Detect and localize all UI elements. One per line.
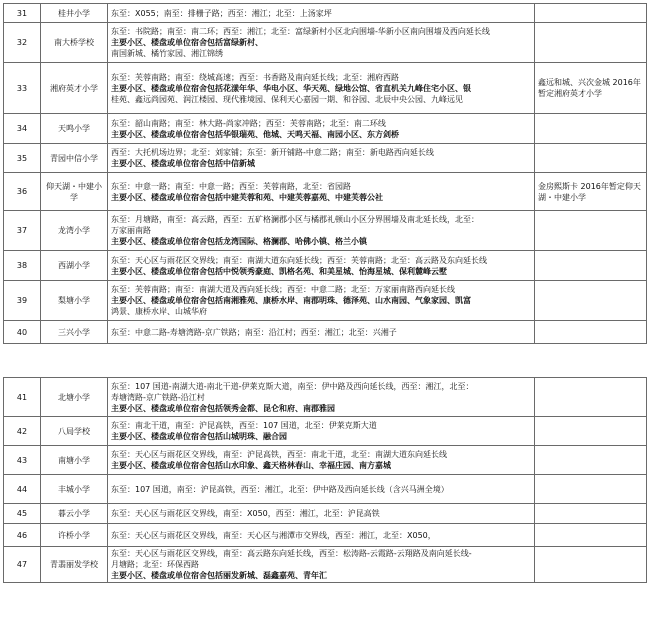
remark: 金房熙斯卡 2016年暂定仰天湖・中建小学 — [535, 173, 647, 211]
boundary-text: 鸿景、康桥水岸、山城华府 — [111, 307, 207, 316]
boundary-text: 南国新城、橘竹家园、湘江锦绣 — [111, 49, 223, 58]
district-boundary — [108, 446, 535, 475]
remark — [535, 378, 647, 417]
school-name: 丰城小学 — [41, 475, 108, 504]
row-number: 40 — [4, 321, 41, 344]
boundary-text: 西至：大托机场边界；北至：刘家铺；东至：新开铺路-中意二路；南至：新电路西向延长线 — [111, 148, 434, 157]
district-boundary — [108, 23, 535, 63]
district-boundary — [108, 475, 535, 504]
row-number: 39 — [4, 281, 41, 321]
school-name: 北塘小学 — [41, 378, 108, 417]
school-name: 青翡丽发学校 — [41, 547, 108, 583]
district-boundary — [108, 378, 535, 417]
table-gap — [0, 369, 650, 377]
row-number: 42 — [4, 417, 41, 446]
district-boundary — [108, 4, 535, 23]
row-number: 43 — [4, 446, 41, 475]
boundary-text: 东至：芙蓉南路；南至：南湖大道及西向延长线；西至：中意二路；北至：万家丽南路西向延长线 — [111, 285, 455, 294]
included-communities-text: 主要小区、楼盘或单位宿舍包括领秀金都、昆仑和府、南郡雅园 — [111, 403, 335, 413]
school-name: 暮云小学 — [41, 504, 108, 524]
row-number: 32 — [4, 23, 41, 63]
district-boundary — [108, 524, 535, 547]
school-name: 梨塘小学 — [41, 281, 108, 321]
table-row — [4, 251, 647, 281]
row-number: 35 — [4, 144, 41, 173]
boundary-text: 东至：书院路；南至：南二环；西至：湘江；北至：富绿新村小区北向围墙-华新小区南向围墙及西向延长线 — [111, 27, 490, 36]
boundary-text: 东至：中意一路；南至：中意一路；西至：芙蓉南路，北至：省园路 — [111, 181, 351, 191]
school-name: 三兴小学 — [41, 321, 108, 344]
row-number: 31 — [4, 4, 41, 23]
district-boundary — [108, 504, 535, 524]
included-communities-text: 主要小区、楼盘或单位宿舍包括华银瑞苑、他城、天鸣天福、南园小区、东方剑桥 — [111, 129, 399, 139]
row-number: 44 — [4, 475, 41, 504]
remark — [535, 475, 647, 504]
school-name: 八局学校 — [41, 417, 108, 446]
district-boundary — [108, 173, 535, 211]
row-number: 37 — [4, 211, 41, 251]
row-number: 41 — [4, 378, 41, 417]
table-row — [4, 524, 647, 547]
included-communities-text: 主要小区、楼盘或单位宿舍包括富绿新村、 — [111, 38, 263, 47]
boundary-text: 桂苑、鑫远尚园苑、润江楼园、现代雅境园、保利天心嘉园一期、和谷园、北辰中央公园、九峰远见 — [111, 94, 463, 104]
included-communities-text: 主要小区、楼盘或单位宿舍包括中悦领秀豪庭、凯格名苑、和美星城、怡海星城、保利麓峰云墅 — [111, 266, 447, 276]
boundary-text: 东至：南北干道，南至：沪昆高铁，西至：107 国道，北至：伊莱克斯大道 — [111, 421, 377, 430]
boundary-text: 东至：天心区与雨花区交界线，南至：沪昆高铁，西至：南北干道，北至：南湖大道东向延长线 — [111, 450, 447, 459]
row-number: 38 — [4, 251, 41, 281]
boundary-text: 月塘路；北至：环保西路 — [111, 560, 199, 569]
table-row — [4, 173, 647, 211]
table-row — [4, 475, 647, 504]
included-communities-text: 主要小区、楼盘或单位宿舍包括山水印象、鑫天格林春山、幸福庄园、南方嘉城 — [111, 461, 391, 470]
included-communities-text: 主要小区、楼盘或单位宿舍包括中建芙蓉和苑、中建芙蓉嘉苑、中建芙蓉公社 — [111, 192, 383, 202]
boundary-text: 东至：月塘路，南至：高云路，西至：五矿格澜郡小区与橘郡礼顿山小区分界围墙及南北延长线，北至： — [111, 215, 479, 224]
table-row — [4, 417, 647, 446]
remark — [535, 211, 647, 251]
district-boundary — [108, 144, 535, 173]
table-row — [4, 321, 647, 344]
remark — [535, 4, 647, 23]
school-name: 许桥小学 — [41, 524, 108, 547]
table-row — [4, 144, 647, 173]
remark — [535, 446, 647, 475]
remark: 鑫远和城、兴次金城 2016年暂定湘府英才小学 — [535, 63, 647, 114]
row-number: 34 — [4, 114, 41, 144]
included-communities-text: 主要小区、楼盘或单位宿舍包括丽发新城、磊鑫嘉苑、青年汇 — [111, 571, 327, 580]
included-communities-text: 主要小区、楼盘或单位宿舍包括花漾年华、华电小区、华天苑、绿地公馆、省直机关九峰住宅小区、银 — [111, 83, 471, 93]
district-boundary — [108, 251, 535, 281]
table-row — [4, 4, 647, 23]
row-number: 47 — [4, 547, 41, 583]
table-row — [4, 281, 647, 321]
district-boundary — [108, 281, 535, 321]
included-communities-text: 主要小区、楼盘或单位宿舍包括南湘雅苑、康桥水岸、南郡明珠、德泽苑、山水南园、气象家园、凯富 — [111, 296, 471, 305]
district-boundary — [108, 417, 535, 446]
remark — [535, 504, 647, 524]
remark — [535, 23, 647, 63]
included-communities-text: 主要小区、楼盘或单位宿舍包括中信新城 — [111, 159, 255, 168]
school-name: 南塘小学 — [41, 446, 108, 475]
boundary-text: 东至：天心区与雨花区交界线，南至：高云路东向延长线，西至：松涛路-云霞路-云翔路及南向延长线- — [111, 549, 472, 558]
remark — [535, 321, 647, 344]
school-district-table-top — [3, 3, 647, 344]
row-number: 45 — [4, 504, 41, 524]
row-number: 36 — [4, 173, 41, 211]
remark — [535, 547, 647, 583]
table-row — [4, 547, 647, 583]
district-boundary — [108, 63, 535, 114]
remark — [535, 144, 647, 173]
table-row — [4, 114, 647, 144]
boundary-text: 东至：韶山南路；南至：林大路-尚家冲路；西至：芙蓉南路；北至：南二环线 — [111, 118, 386, 128]
boundary-text: 寿塘湾路-京广铁路-沿江村 — [111, 392, 205, 402]
row-number: 46 — [4, 524, 41, 547]
remark — [535, 281, 647, 321]
school-name: 湘府英才小学 — [41, 63, 108, 114]
school-name: 西湖小学 — [41, 251, 108, 281]
row-number: 33 — [4, 63, 41, 114]
boundary-text: 东至：天心区与雨花区交界线；南至：南湖大道东向延长线；西至：芙蓉南路；北至：高云路及东向延长线 — [111, 255, 487, 265]
remark — [535, 417, 647, 446]
table-row — [4, 211, 647, 251]
school-name: 南大桥学校 — [41, 23, 108, 63]
school-name: 天鸣小学 — [41, 114, 108, 144]
school-name: 桂井小学 — [41, 4, 108, 23]
district-boundary — [108, 547, 535, 583]
school-district-table-bottom — [3, 377, 647, 583]
remark — [535, 524, 647, 547]
school-name: 仰天湖・中建小学 — [41, 173, 108, 211]
district-boundary — [108, 321, 535, 344]
boundary-text: 万家丽南路 — [111, 226, 151, 235]
boundary-text: 东至：107 国道-南湖大道-南北干道-伊莱克斯大道，南至：伊中路及西向延长线，西至：湘江，北至： — [111, 381, 474, 391]
table-row — [4, 23, 647, 63]
included-communities-text: 主要小区、楼盘或单位宿舍包括龙湾国际、格澜郡、哈佛小镇、格兰小镇 — [111, 237, 367, 246]
remark — [535, 251, 647, 281]
table-row — [4, 63, 647, 114]
boundary-text: 东至：X055；南至：排栅子路；西至：湘江；北至：上汤家坪 — [111, 8, 332, 18]
district-boundary — [108, 114, 535, 144]
district-boundary — [108, 211, 535, 251]
boundary-text: 东至：天心区与雨花区交界线，南至：X050，西至：湘江，北至：沪昆高铁 — [111, 509, 380, 518]
boundary-text: 东至：107 国道，南至：沪昆高铁，西至：湘江，北至：伊中路及西向延长线（含兴马洲全境） — [111, 484, 449, 494]
boundary-text: 东至：芙蓉南路；南至：绕城高速；西至：书香路及南向延长线；北至：湘府西路 — [111, 72, 399, 82]
boundary-text: 东至：中意二路-寿塘湾路-京广铁路；南至：沿江村；西至：湘江；北至：兴湘子 — [111, 327, 397, 337]
table-row — [4, 504, 647, 524]
table-row — [4, 446, 647, 475]
school-name: 龙湾小学 — [41, 211, 108, 251]
included-communities-text: 主要小区、楼盘或单位宿舍包括山城明珠、融合园 — [111, 432, 287, 441]
table-row — [4, 378, 647, 417]
boundary-text: 东至：天心区与雨花区交界线，南至：天心区与湘潭市交界线，西至：湘江，北至：X050， — [111, 530, 436, 540]
school-name: 青园中信小学 — [41, 144, 108, 173]
remark — [535, 114, 647, 144]
